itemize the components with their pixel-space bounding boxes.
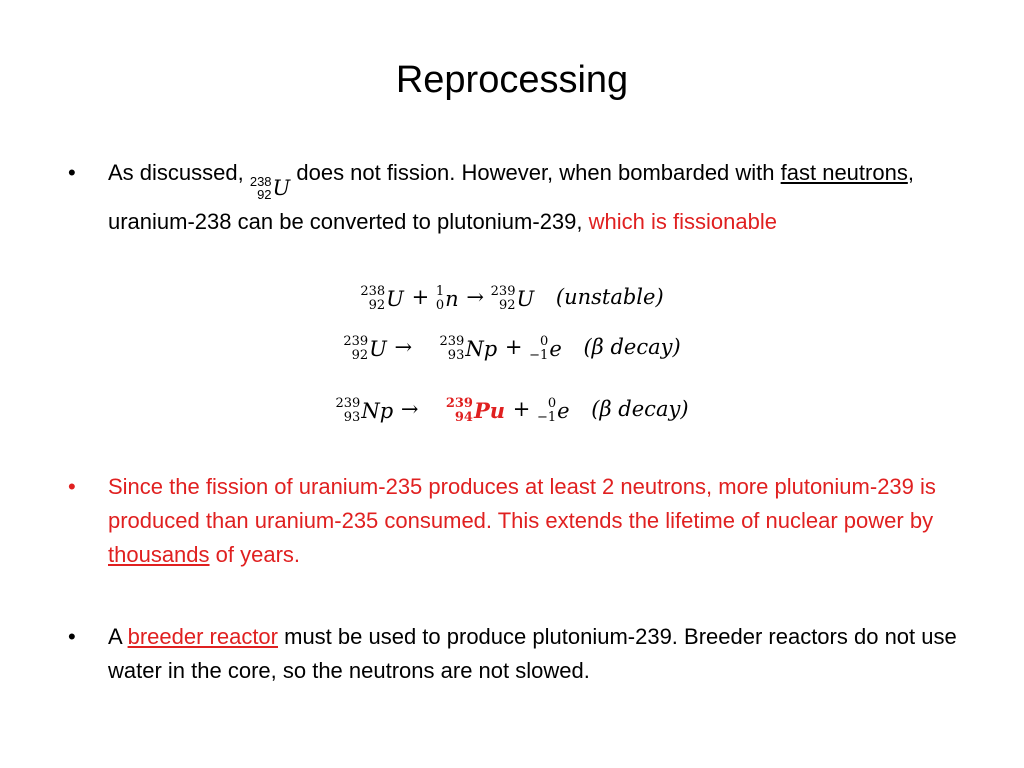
bullet-marker: • (68, 624, 76, 649)
plus-sign: + (504, 335, 523, 359)
element-symbol: Np (465, 336, 498, 361)
plus-sign: + (411, 285, 430, 309)
fast-neutrons-term: fast neutrons (780, 160, 908, 185)
plus-sign: + (512, 397, 531, 421)
atomic-number: 93 (447, 347, 465, 363)
atomic-number: 92 (368, 297, 386, 313)
equation-1 (0, 282, 1024, 314)
bullet-2 (68, 470, 968, 572)
bullet-marker: • (68, 160, 76, 185)
bullet-3-text-a: A (108, 624, 128, 649)
bullet-1-text-a: As discussed, (108, 160, 250, 185)
bullet-1-text-b: does not fission. However, when bombarded with (290, 160, 781, 185)
mass-number: 239 (439, 333, 465, 349)
mass-number: 0 (540, 333, 549, 349)
element-symbol: n (445, 286, 459, 311)
mass-number: 1 (435, 283, 445, 299)
nuclide-u238 (360, 284, 404, 314)
atomic-number: 92 (498, 297, 516, 313)
arrow: → (466, 285, 484, 309)
element-symbol: Pu (473, 397, 506, 423)
arrow: → (394, 335, 413, 359)
inline-nuclide-u238 (250, 171, 290, 205)
atomic-number: 93 (343, 409, 361, 425)
element-symbol: U (516, 286, 535, 311)
atomic-number: −1 (537, 409, 557, 425)
atomic-number: 0 (435, 297, 445, 313)
atomic-number: −1 (529, 347, 549, 363)
nuclide-np239 (440, 334, 498, 364)
element-symbol: e (557, 398, 570, 423)
breeder-reactor-term: breeder reactor (127, 624, 278, 649)
thousands-term: thousands (108, 542, 210, 567)
bullet-marker: • (68, 474, 76, 499)
inline-atomic: 92 (257, 187, 272, 202)
inline-mass: 238 (249, 174, 272, 189)
bullet-3-text-b: must be used to produce plutonium-239. Breeder reactors do not use water in the core, so the neutrons are not slowed. (108, 624, 957, 683)
atomic-number: 92 (351, 347, 369, 363)
equation-note: (β decay) (583, 335, 681, 359)
nuclide-u239 (343, 334, 387, 364)
arrow: → (400, 397, 419, 421)
nuclide-np239 (335, 396, 393, 426)
nuclide-u239 (491, 284, 535, 314)
nuclide-neutron (436, 284, 459, 314)
atomic-number: 94 (454, 409, 473, 425)
mass-number: 238 (360, 283, 386, 299)
element-symbol: Np (361, 398, 394, 423)
nuclide-electron (529, 334, 562, 364)
bullet-2-text-a: Since the fission of uranium-235 produces at least 2 neutrons, more plutonium-239 is produced than uranium-235 consumed. This extends the lifetime of nuclear power by (108, 474, 936, 533)
element-symbol: U (369, 336, 387, 361)
mass-number: 239 (343, 333, 369, 349)
nuclide-pu239 (446, 396, 505, 426)
equation-note: (β decay) (591, 397, 689, 421)
bullet-1 (68, 156, 968, 239)
equation-note: (unstable) (555, 285, 664, 309)
element-symbol: e (549, 336, 562, 361)
which-is-fissionable-text: which is fissionable (588, 209, 777, 234)
bullet-3 (68, 620, 968, 688)
slide-title: Reprocessing (395, 59, 629, 101)
equation-3 (0, 394, 1024, 426)
mass-number: 239 (490, 283, 516, 299)
inline-symbol: U (272, 176, 291, 200)
mass-number: 0 (547, 395, 557, 411)
bullet-1-text-c: , uranium-238 can be converted to plutonium-239, (108, 160, 914, 234)
mass-number: 239 (335, 395, 361, 411)
mass-number: 239 (445, 395, 473, 411)
nuclide-electron (537, 396, 570, 426)
element-symbol: U (386, 286, 404, 311)
equation-2 (0, 332, 1024, 364)
bullet-2-text-b: of years. (209, 542, 301, 567)
